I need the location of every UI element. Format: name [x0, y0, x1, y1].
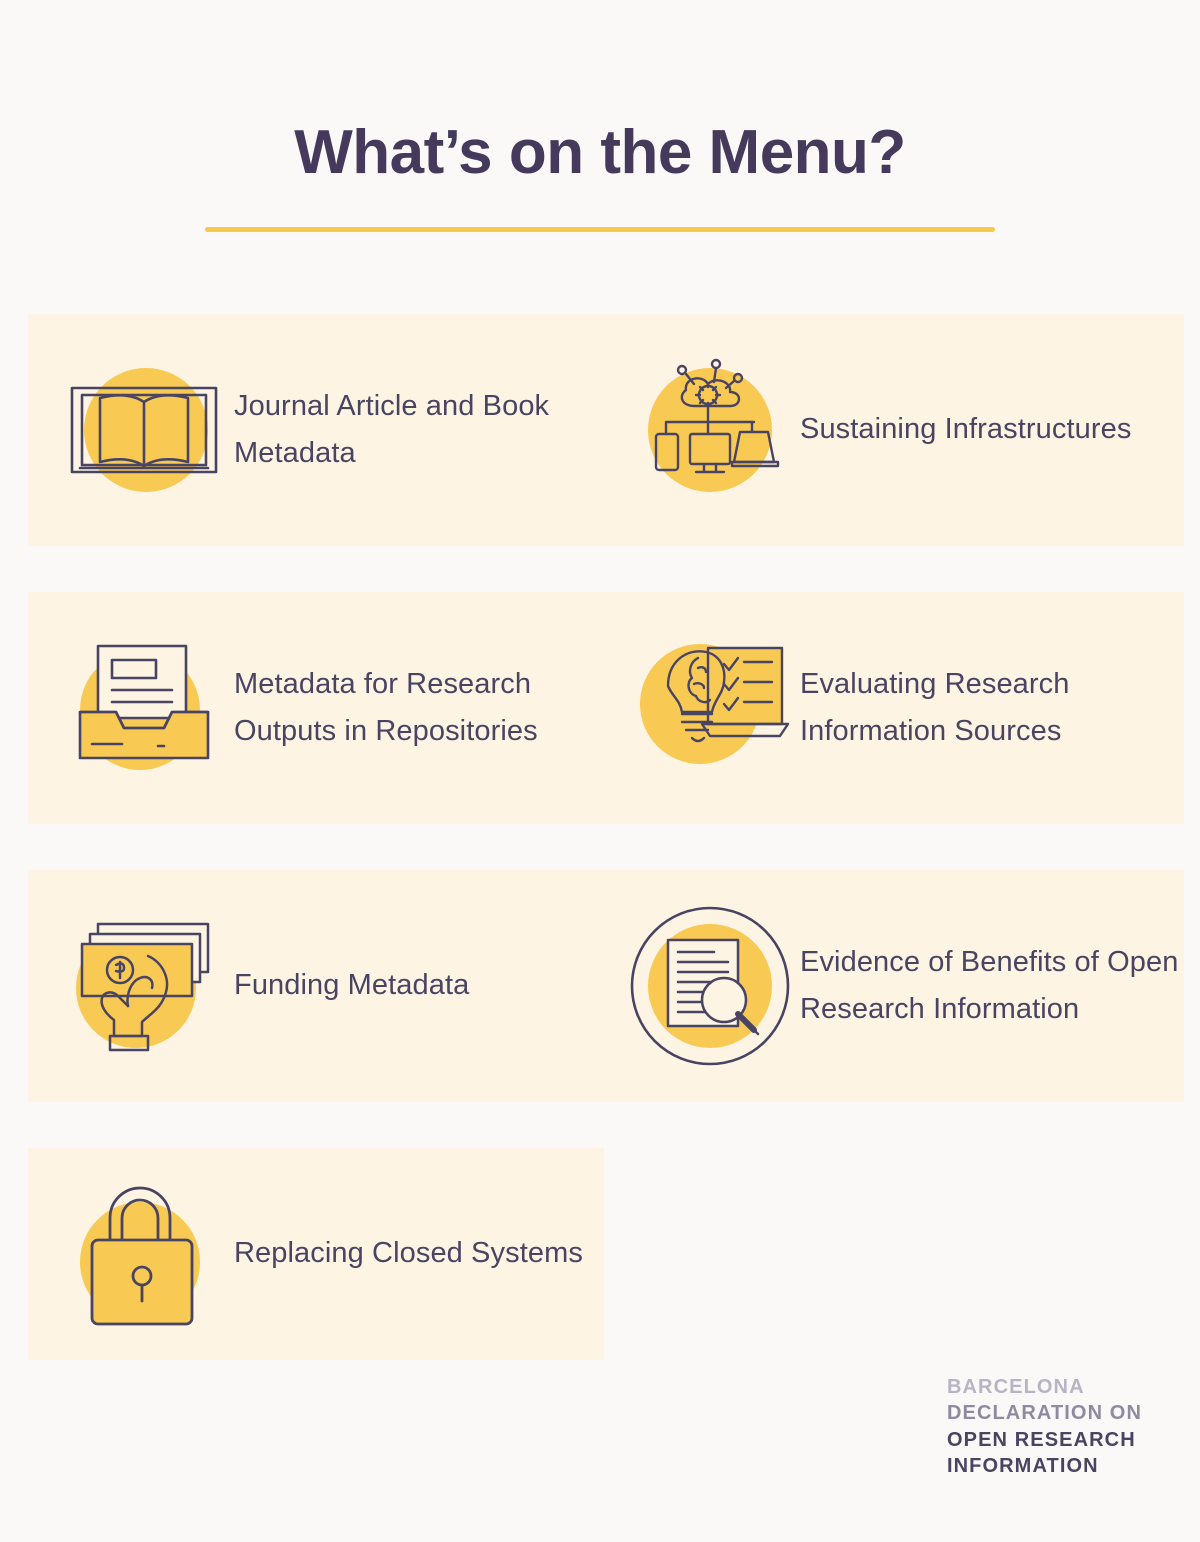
menu-item-label: Replacing Closed Systems [234, 1237, 583, 1270]
menu-item-sustaining-infrastructures [606, 314, 1184, 546]
menu-row [0, 1148, 1200, 1360]
document-magnifier-icon [620, 896, 800, 1076]
menu-items-list [0, 314, 1200, 1360]
menu-row [0, 870, 1200, 1102]
page-title: What’s on the Menu? [294, 117, 906, 187]
hand-with-banknotes-icon [54, 896, 234, 1076]
infographic-page [0, 42, 1200, 1542]
menu-item-label: Metadata for Research Outputs in Repositories [234, 667, 538, 747]
logo-line-2: DECLARATION ON [946, 1402, 1142, 1425]
menu-item-journal-article-book-metadata [28, 314, 606, 546]
menu-item-label: Journal Article and Book Metadata [234, 389, 550, 469]
menu-item-label: Funding Metadata [234, 969, 470, 1002]
logo-line-3: OPEN RESEARCH [946, 1428, 1136, 1451]
menu-item-evaluating-research-information-sources [606, 592, 1184, 824]
menu-row [0, 314, 1200, 546]
cloud-network-devices-icon [620, 340, 800, 520]
menu-item-label: Evidence of Benefits of Open Research Information [800, 945, 1179, 1025]
menu-row [0, 592, 1200, 824]
menu-item-evidence-benefits-open-research-information [606, 870, 1184, 1102]
menu-item-replacing-closed-systems [28, 1148, 604, 1360]
brain-lightbulb-checklist-icon [620, 618, 800, 798]
padlock-icon [54, 1164, 234, 1344]
menu-item-metadata-research-outputs-repositories [28, 592, 606, 824]
menu-item-funding-metadata [28, 870, 606, 1102]
title-underline-divider [205, 227, 995, 232]
document-in-tray-icon [54, 618, 234, 798]
open-book-icon [54, 340, 234, 520]
menu-item-label: Evaluating Research Information Sources [800, 667, 1070, 747]
menu-item-label: Sustaining Infrastructures [800, 413, 1132, 446]
barcelona-declaration-logo [947, 1374, 1142, 1480]
logo-line-1: BARCELONA [946, 1375, 1085, 1398]
logo-line-4: INFORMATION [946, 1455, 1099, 1478]
